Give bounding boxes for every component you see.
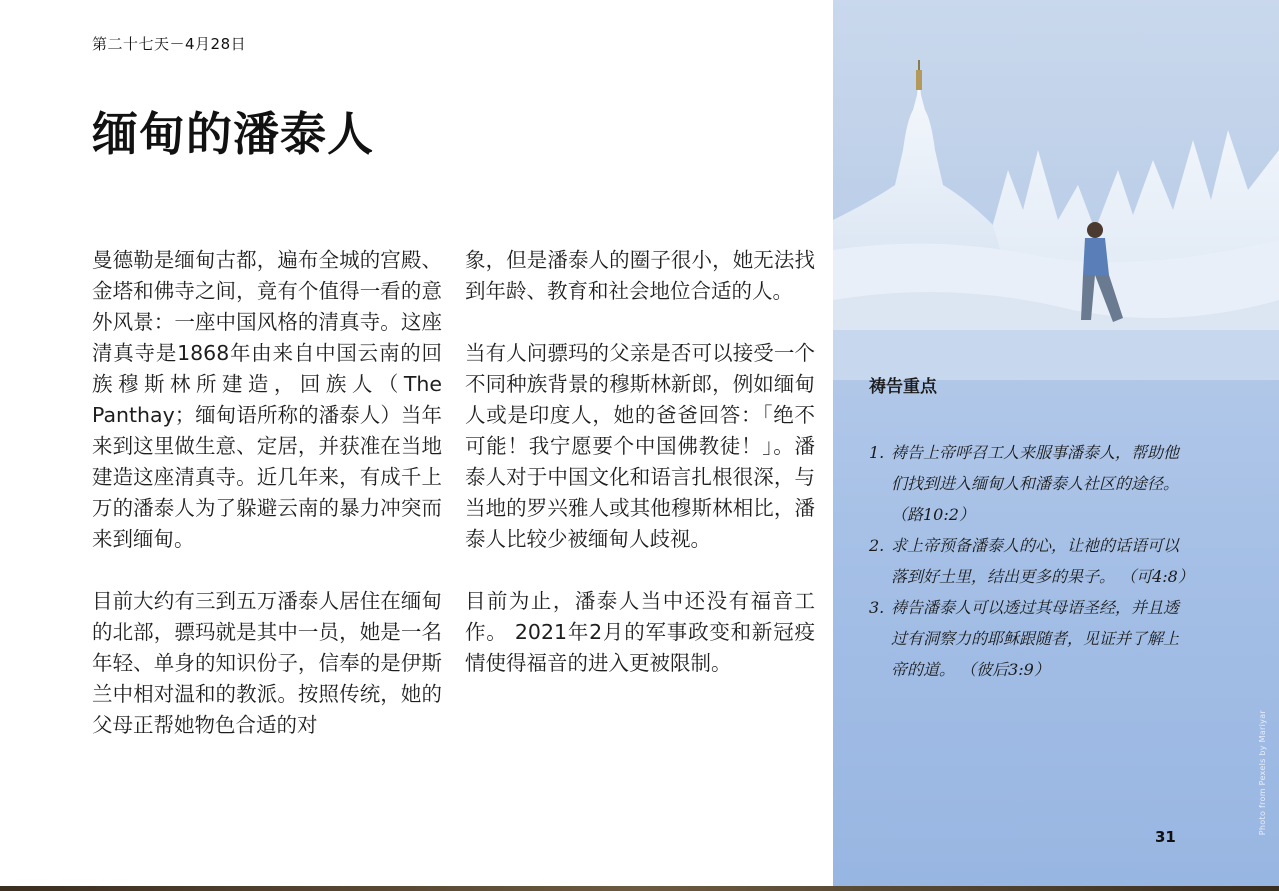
bottom-bar: [0, 886, 1279, 891]
prayer-item-text: 求上帝预备潘泰人的心，让祂的话语可以落到好土里，结出更多的果子。 （可4:8）: [891, 536, 1194, 586]
prayer-item-number: 2.: [869, 536, 885, 555]
paragraph: 目前为止，潘泰人当中还没有福音工作。 2021年2月的军事政变和新冠疫情使得福音的进入更被限制。: [465, 589, 815, 675]
prayer-item-text: 祷告潘泰人可以透过其母语圣经，并且透过有洞察力的耶稣跟随者，见证并了解上帝的道。 （彼后3:9）: [891, 598, 1180, 679]
prayer-item-number: 3.: [869, 598, 885, 617]
prayer-item-number: 1.: [869, 443, 885, 462]
paragraph: 象，但是潘泰人的圈子很小，她无法找到年龄、教育和社会地位合适的人。: [465, 248, 815, 303]
page-number: 31: [1155, 828, 1176, 846]
photo-credit: Photo from Pexels by Mariyar: [1258, 710, 1267, 836]
prayer-item: [869, 437, 1189, 530]
prayer-item: [869, 530, 1194, 592]
paragraph: 当有人问骠玛的父亲是否可以接受一个不同种族背景的穆斯林新郎，例如缅甸人或是印度人，她的爸爸回答：「绝不可能！我宁愿要个中国佛教徒！」。潘泰人对于中国文化和语言扎根很深，与当地的罗兴雅人或其他穆斯林相比，潘泰人比较少被缅甸人歧视。: [465, 341, 815, 551]
prayer-sidebar: [833, 0, 1279, 886]
prayer-focus: [869, 372, 1194, 685]
prayer-list: [869, 437, 1194, 685]
paragraph: 曼德勒是缅甸古都，遍布全城的宫殿、金塔和佛寺之间，竟有个值得一看的意外风景：一座中国风格的清真寺。这座清真寺是1868年由来自中国云南的回族穆斯林所建造，回族人（The Panthay；缅甸语所称的潘泰人）当年来到这里做生意、定居，并获准在当地建造这座清真寺。近几年来，有成千上万的潘泰人为了躲避云南的暴力冲突而来到缅甸。: [92, 248, 442, 551]
page-title: 缅甸的潘泰人: [92, 107, 374, 161]
paragraph: 目前大约有三到五万潘泰人居住在缅甸的北部，骠玛就是其中一员，她是一名年轻、单身的知识份子，信奉的是伊斯兰中相对温和的教派。按照传统，她的父母正帮她物色合适的对: [92, 589, 442, 737]
prayer-item-text: 祷告上帝呼召工人来服事潘泰人，帮助他们找到进入缅甸人和潘泰人社区的途径。 （路10:2）: [891, 443, 1180, 524]
prayer-item: [869, 592, 1189, 685]
pagoda-photo: [833, 0, 1279, 380]
prayer-title: 祷告重点: [869, 377, 937, 397]
header-date: 第二十七天－4月28日: [92, 35, 247, 53]
article-column-right: [465, 245, 815, 710]
article-column-left: [92, 245, 442, 772]
